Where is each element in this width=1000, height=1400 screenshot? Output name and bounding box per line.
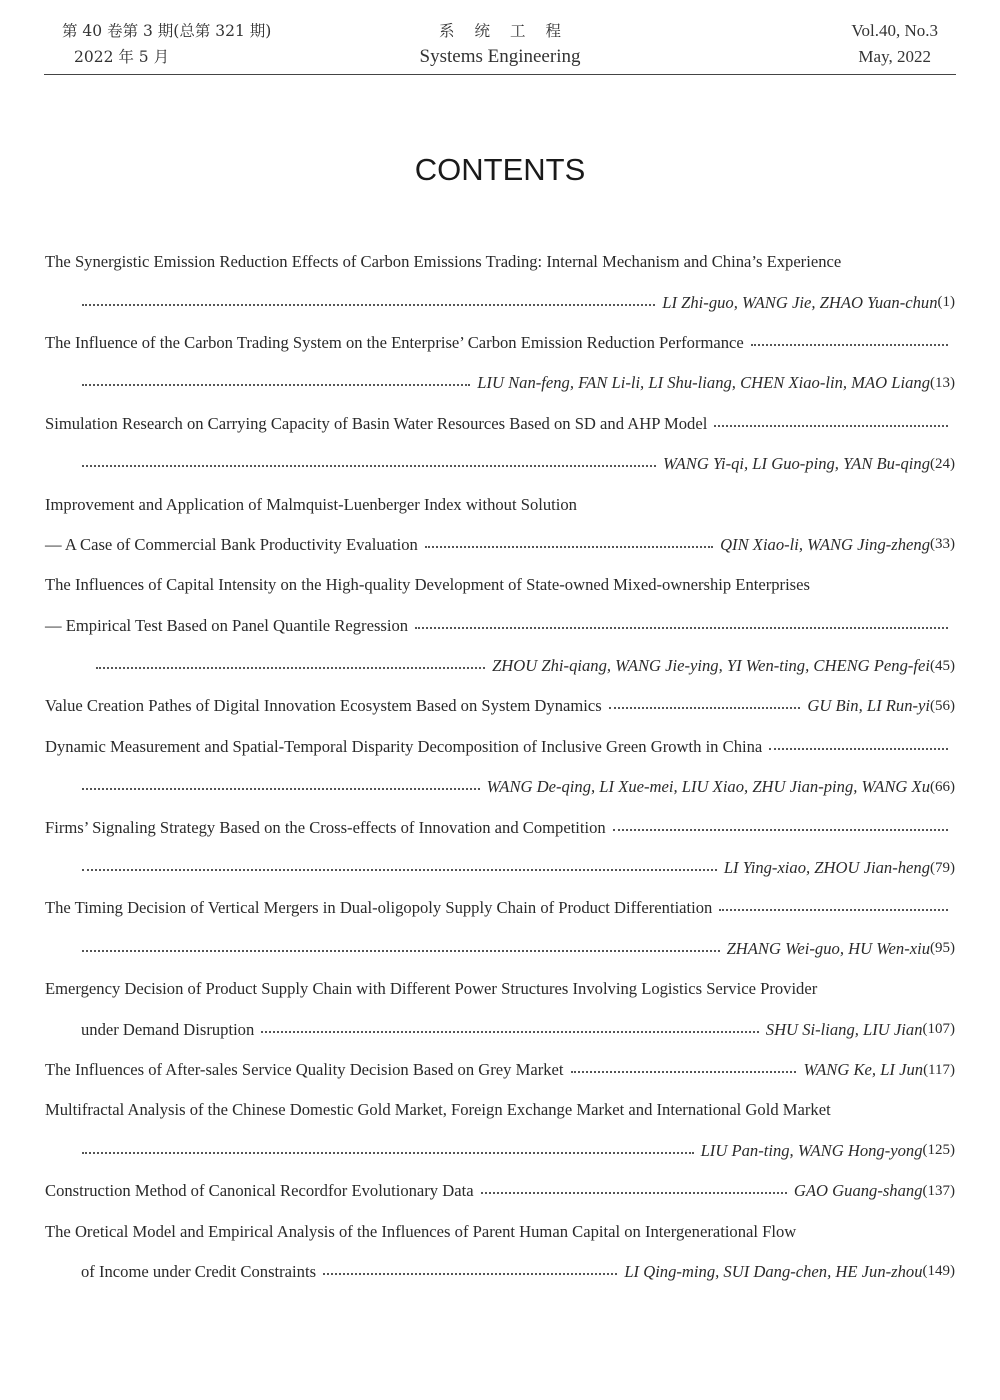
leader-dots xyxy=(323,1273,617,1275)
toc-entry-title-cont-line xyxy=(45,1009,955,1049)
toc-entry-title-line xyxy=(45,969,955,1009)
leader-dots xyxy=(769,748,948,750)
leader-dots xyxy=(751,344,948,346)
toc-entry-title-line xyxy=(45,727,955,767)
toc-entry-subtitle-line xyxy=(45,525,955,565)
toc-entry-page[interactable]: (79) xyxy=(930,859,955,876)
date-cn: 2022 年 5 月 xyxy=(74,48,170,66)
toc-entry-author-line xyxy=(45,444,955,484)
toc-entry-authors: SHU Si-liang, LIU Jian xyxy=(765,1019,923,1039)
toc-entry-page[interactable]: (33) xyxy=(930,536,955,553)
toc-entry-title-continued: under Demand Disruption xyxy=(81,1019,255,1039)
toc-entry-title[interactable]: The Synergistic Emission Reduction Effects of Carbon Emissions Trading: Internal Mechanism and China’s Experience xyxy=(45,252,842,272)
toc-entry-title[interactable]: The Oretical Model and Empirical Analysis of the Influences of Parent Human Capital on Intergenerational Flow xyxy=(45,1221,797,1241)
toc-entry-authors: LI Qing-ming, SUI Dang-chen, HE Jun-zhou xyxy=(624,1261,923,1281)
toc-entry-author-line xyxy=(45,1131,955,1171)
table-of-contents xyxy=(45,242,955,1292)
journal-name xyxy=(0,18,1000,70)
toc-entry-title[interactable]: The Influences of After-sales Service Quality Decision Based on Grey Market xyxy=(45,1060,564,1079)
volume-issue-en: Vol.40, No.3 xyxy=(851,21,938,40)
toc-entry-title[interactable]: Improvement and Application of Malmquist-Luenberger Index without Solution xyxy=(45,494,577,514)
toc-entry-page[interactable]: (125) xyxy=(922,1142,955,1159)
volume-issue-cn: 第 40 卷第 3 期(总第 321 期) xyxy=(62,22,272,40)
toc-entry-title-line xyxy=(45,323,955,363)
toc-entry-page[interactable]: (95) xyxy=(930,940,955,957)
page-title: CONTENTS xyxy=(414,152,586,187)
toc-entry-page[interactable]: (137) xyxy=(922,1182,955,1199)
toc-entry-authors: WANG Ke, LI Jun xyxy=(803,1060,924,1079)
leader-dots xyxy=(425,546,713,548)
toc-entry-page[interactable]: (45) xyxy=(930,657,955,674)
toc-entry-page[interactable]: (66) xyxy=(930,778,955,795)
date-en: May, 2022 xyxy=(858,47,931,66)
toc-entry-page[interactable]: (107) xyxy=(922,1021,955,1038)
toc-entry-title[interactable]: Multifractal Analysis of the Chinese Domestic Gold Market, Foreign Exchange Market and International Gold Market xyxy=(45,1100,831,1120)
toc-entry-subtitle: — A Case of Commercial Bank Productivity Evaluation xyxy=(45,534,418,554)
toc-entry-authors: LIU Pan-ting, WANG Hong-yong xyxy=(700,1140,923,1160)
volume-info-en xyxy=(851,18,938,70)
toc-entry-author-line xyxy=(45,767,955,807)
toc-entry-title-line xyxy=(45,1050,955,1090)
leader-dots xyxy=(714,425,948,427)
toc-entry-authors: ZHANG Wei-guo, HU Wen-xiu xyxy=(726,938,930,958)
toc-entry-title-line xyxy=(45,888,955,928)
toc-entry-authors: WANG De-qing, LI Xue-mei, LIU Xiao, ZHU Jian-ping, WANG Xu xyxy=(486,777,930,797)
header-rule xyxy=(44,74,956,75)
toc-entry-title[interactable]: Dynamic Measurement and Spatial-Temporal Disparity Decomposition of Inclusive Green Growth in China xyxy=(45,736,763,756)
toc-entry-page[interactable]: (149) xyxy=(922,1263,955,1280)
toc-entry-authors: GU Bin, LI Run-yi xyxy=(807,696,930,716)
toc-entry-subtitle: — Empirical Test Based on Panel Quantile Regression xyxy=(45,615,409,635)
toc-entry-authors: GAO Guang-shang xyxy=(793,1181,923,1201)
leader-dots xyxy=(82,304,655,306)
toc-entry-title[interactable]: Value Creation Pathes of Digital Innovation Ecosystem Based on System Dynamics xyxy=(45,696,602,716)
leader-dots xyxy=(719,909,948,911)
leader-dots xyxy=(613,829,948,831)
toc-entry-title-line xyxy=(45,565,955,605)
leader-dots xyxy=(481,1192,787,1194)
toc-entry-subtitle-line xyxy=(45,606,955,646)
toc-entry-authors: QIN Xiao-li, WANG Jing-zheng xyxy=(720,534,930,554)
toc-entry-title[interactable]: The Influence of the Carbon Trading System on the Enterprise’ Carbon Emission Reduction Performance xyxy=(45,332,744,352)
toc-entry-author-line xyxy=(45,646,955,686)
toc-entry-author-line xyxy=(45,282,955,322)
toc-entry-title-line xyxy=(45,1171,955,1211)
toc-entry-title[interactable]: Simulation Research on Carrying Capacity of Basin Water Resources Based on SD and AHP Model xyxy=(45,413,708,433)
toc-entry-author-line xyxy=(45,363,955,403)
leader-dots xyxy=(82,950,720,952)
toc-entry-page[interactable]: (24) xyxy=(930,455,955,472)
toc-entry-title[interactable]: Emergency Decision of Product Supply Chain with Different Power Structures Involving Logistics Service Provider xyxy=(45,979,818,999)
toc-entry-title-line xyxy=(45,1090,955,1130)
leader-dots xyxy=(96,667,485,669)
toc-entry-author-line xyxy=(45,929,955,969)
toc-entry-page[interactable]: (56) xyxy=(930,697,955,714)
leader-dots xyxy=(82,465,656,467)
journal-name-cn: 系统工程 xyxy=(438,22,581,40)
toc-entry-page[interactable]: (117) xyxy=(923,1061,955,1078)
leader-dots xyxy=(82,1152,694,1154)
toc-entry-title-line xyxy=(45,1211,955,1251)
toc-entry-authors: LIU Nan-feng, FAN Li-li, LI Shu-liang, CHEN Xiao-lin, MAO Liang xyxy=(477,373,930,393)
toc-entry-title-line xyxy=(45,404,955,444)
journal-name-en: Systems Engineering xyxy=(419,46,581,67)
toc-entry-title[interactable]: Construction Method of Canonical Recordfor Evolutionary Data xyxy=(45,1181,474,1201)
leader-dots xyxy=(571,1071,797,1073)
toc-entry-author-line xyxy=(45,848,955,888)
toc-entry-page[interactable]: (13) xyxy=(930,374,955,391)
toc-entry-authors: LI Zhi-guo, WANG Jie, ZHAO Yuan-chun xyxy=(662,292,938,312)
toc-entry-authors: ZHOU Zhi-qiang, WANG Jie-ying, YI Wen-ting, CHENG Peng-fei xyxy=(492,656,930,676)
toc-entry-page[interactable]: (1) xyxy=(937,294,955,311)
toc-entry-title[interactable]: The Timing Decision of Vertical Mergers in Dual-oligopoly Supply Chain of Product Differentiation xyxy=(45,898,713,918)
toc-entry-title-line xyxy=(45,484,955,524)
toc-entry-title-line xyxy=(45,686,955,726)
leader-dots xyxy=(82,869,717,871)
toc-entry-authors: WANG Yi-qi, LI Guo-ping, YAN Bu-qing xyxy=(662,454,930,474)
toc-entry-title-cont-line xyxy=(45,1252,955,1292)
leader-dots xyxy=(609,707,801,709)
toc-entry-title[interactable]: The Influences of Capital Intensity on the High-quality Development of State-owned Mixed-ownership Enterprises xyxy=(45,575,810,595)
toc-entry-title-line xyxy=(45,242,955,282)
leader-dots xyxy=(82,788,480,790)
toc-entry-title-line xyxy=(45,807,955,847)
leader-dots xyxy=(82,384,470,386)
leader-dots xyxy=(415,627,948,629)
leader-dots xyxy=(261,1031,759,1033)
toc-entry-title-continued: of Income under Credit Constraints xyxy=(81,1261,317,1281)
toc-entry-title[interactable]: Firms’ Signaling Strategy Based on the Cross-effects of Innovation and Competition xyxy=(45,817,606,837)
toc-entry-authors: LI Ying-xiao, ZHOU Jian-heng xyxy=(723,858,930,878)
